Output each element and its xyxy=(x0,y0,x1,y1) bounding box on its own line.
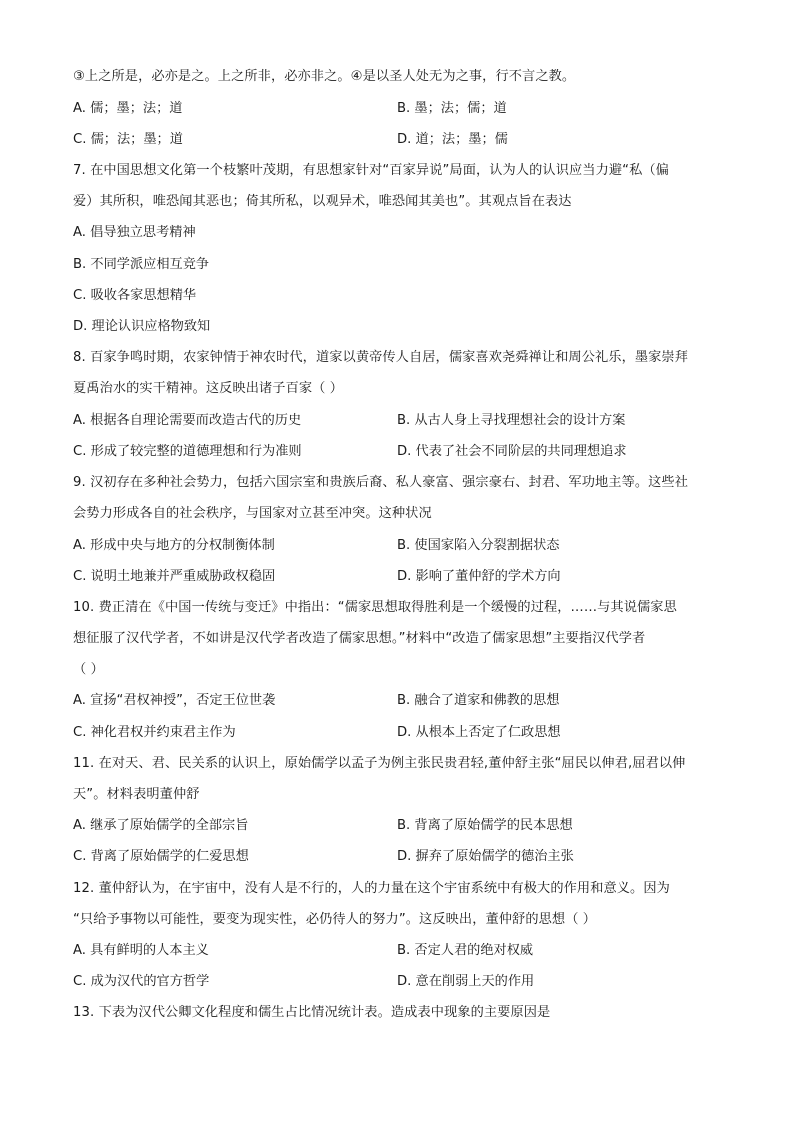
q10-stem-line-1: 10. 费正清在《中国一传统与变迁》中指出：“儒家思想取得胜利是一个缓慢的过程，……与其说儒家思 xyxy=(73,600,677,615)
q10-option-c[interactable]: C. 神化君权并约束君主作为 xyxy=(73,725,236,740)
q10-option-a[interactable]: A. 宣扬“君权神授”，否定王位世袭 xyxy=(73,693,276,708)
q7-stem-line-1: 7. 在中国思想文化第一个枝繁叶茂期，有思想家针对“百家异说”局面，认为人的认识应当力避“私（偏 xyxy=(73,163,669,178)
q6-option-c[interactable]: C. 儒；法；墨；道 xyxy=(73,132,183,147)
q12-option-c[interactable]: C. 成为汉代的官方哲学 xyxy=(73,974,210,989)
q8-option-c[interactable]: C. 形成了较完整的道德理想和行为准则 xyxy=(73,444,302,459)
q9-stem-line-1: 9. 汉初存在多种社会势力，包括六国宗室和贵族后裔、私人豪富、强宗豪右、封君、军功地主等。这些社 xyxy=(73,475,689,490)
q12-option-d[interactable]: D. 意在削弱上天的作用 xyxy=(397,974,535,989)
q9-option-b[interactable]: B. 使国家陷入分裂割据状态 xyxy=(397,538,560,553)
q6-option-a[interactable]: A. 儒；墨；法；道 xyxy=(73,101,183,116)
q13-stem-line-1: 13. 下表为汉代公卿文化程度和儒生占比情况统计表。造成表中现象的主要原因是 xyxy=(73,1005,551,1020)
q6-option-d[interactable]: D. 道；法；墨；儒 xyxy=(397,132,508,147)
q12-option-b[interactable]: B. 否定人君的绝对权威 xyxy=(397,943,534,958)
q9-option-a[interactable]: A. 形成中央与地方的分权制衡体制 xyxy=(73,538,275,553)
q12-option-a[interactable]: A. 具有鲜明的人本主义 xyxy=(73,943,209,958)
q7-option-c[interactable]: C. 吸收各家思想精华 xyxy=(73,288,197,303)
q11-stem-line-1: 11. 在对天、君、民关系的认识上，原始儒学以孟子为例主张民贵君轻,董仲舒主张“屈民以伸君,屈君以伸 xyxy=(73,756,686,771)
q8-option-a[interactable]: A. 根据各自理论需要而改造古代的历史 xyxy=(73,413,302,428)
q8-option-d[interactable]: D. 代表了社会不同阶层的共同理想追求 xyxy=(397,444,627,459)
q12-stem-line-2: “只给予事物以可能性，要变为现实性，必仍待人的努力”。这反映出，董仲舒的思想（ ） xyxy=(73,912,597,927)
q10-stem-line-3: （ ） xyxy=(73,662,104,677)
q11-option-d[interactable]: D. 摒弃了原始儒学的德治主张 xyxy=(397,849,574,864)
q8-stem-line-2: 夏禹治水的实干精神。这反映出诸子百家（ ） xyxy=(73,381,344,396)
q10-option-d[interactable]: D. 从根本上否定了仁政思想 xyxy=(397,725,561,740)
q7-stem-line-2: 爱）其所积，唯恐闻其恶也；倚其所私，以观异术，唯恐闻其美也”。其观点旨在表达 xyxy=(73,194,572,209)
q7-option-b[interactable]: B. 不同学派应相互竞争 xyxy=(73,257,210,272)
q11-option-a[interactable]: A. 继承了原始儒学的全部宗旨 xyxy=(73,818,249,833)
q8-option-b[interactable]: B. 从古人身上寻找理想社会的设计方案 xyxy=(397,413,626,428)
q11-option-b[interactable]: B. 背离了原始儒学的民本思想 xyxy=(397,818,573,833)
q7-option-d[interactable]: D. 理论认识应格物致知 xyxy=(73,319,211,334)
q7-option-a[interactable]: A. 倡导独立思考精神 xyxy=(73,225,196,240)
q10-option-b[interactable]: B. 融合了道家和佛教的思想 xyxy=(397,693,560,708)
q6-statement-line: ③上之所是，必亦是之。上之所非，必亦非之。④是以圣人处无为之事，行不言之教。 xyxy=(73,69,576,84)
q9-option-d[interactable]: D. 影响了董仲舒的学术方向 xyxy=(397,569,561,584)
q9-option-c[interactable]: C. 说明土地兼并严重威胁政权稳固 xyxy=(73,569,276,584)
q6-option-b[interactable]: B. 墨；法；儒；道 xyxy=(397,101,507,116)
q9-stem-line-2: 会势力形成各自的社会秩序，与国家对立甚至冲突。这种状况 xyxy=(73,506,432,521)
q10-stem-line-2: 想征服了汉代学者，不如讲是汉代学者改造了儒家思想。”材料中“改造了儒家思想”主要指汉代学者 xyxy=(73,631,646,646)
q8-stem-line-1: 8. 百家争鸣时期，农家钟情于神农时代，道家以黄帝传人自居，儒家喜欢尧舜禅让和周公礼乐，墨家崇拜 xyxy=(73,350,689,365)
q11-option-c[interactable]: C. 背离了原始儒学的仁爱思想 xyxy=(73,849,249,864)
q12-stem-line-1: 12. 董仲舒认为，在宇宙中，没有人是不行的，人的力量在这个宇宙系统中有极大的作用和意义。因为 xyxy=(73,881,670,896)
q11-stem-line-2: 天”。材料表明董仲舒 xyxy=(73,787,200,802)
